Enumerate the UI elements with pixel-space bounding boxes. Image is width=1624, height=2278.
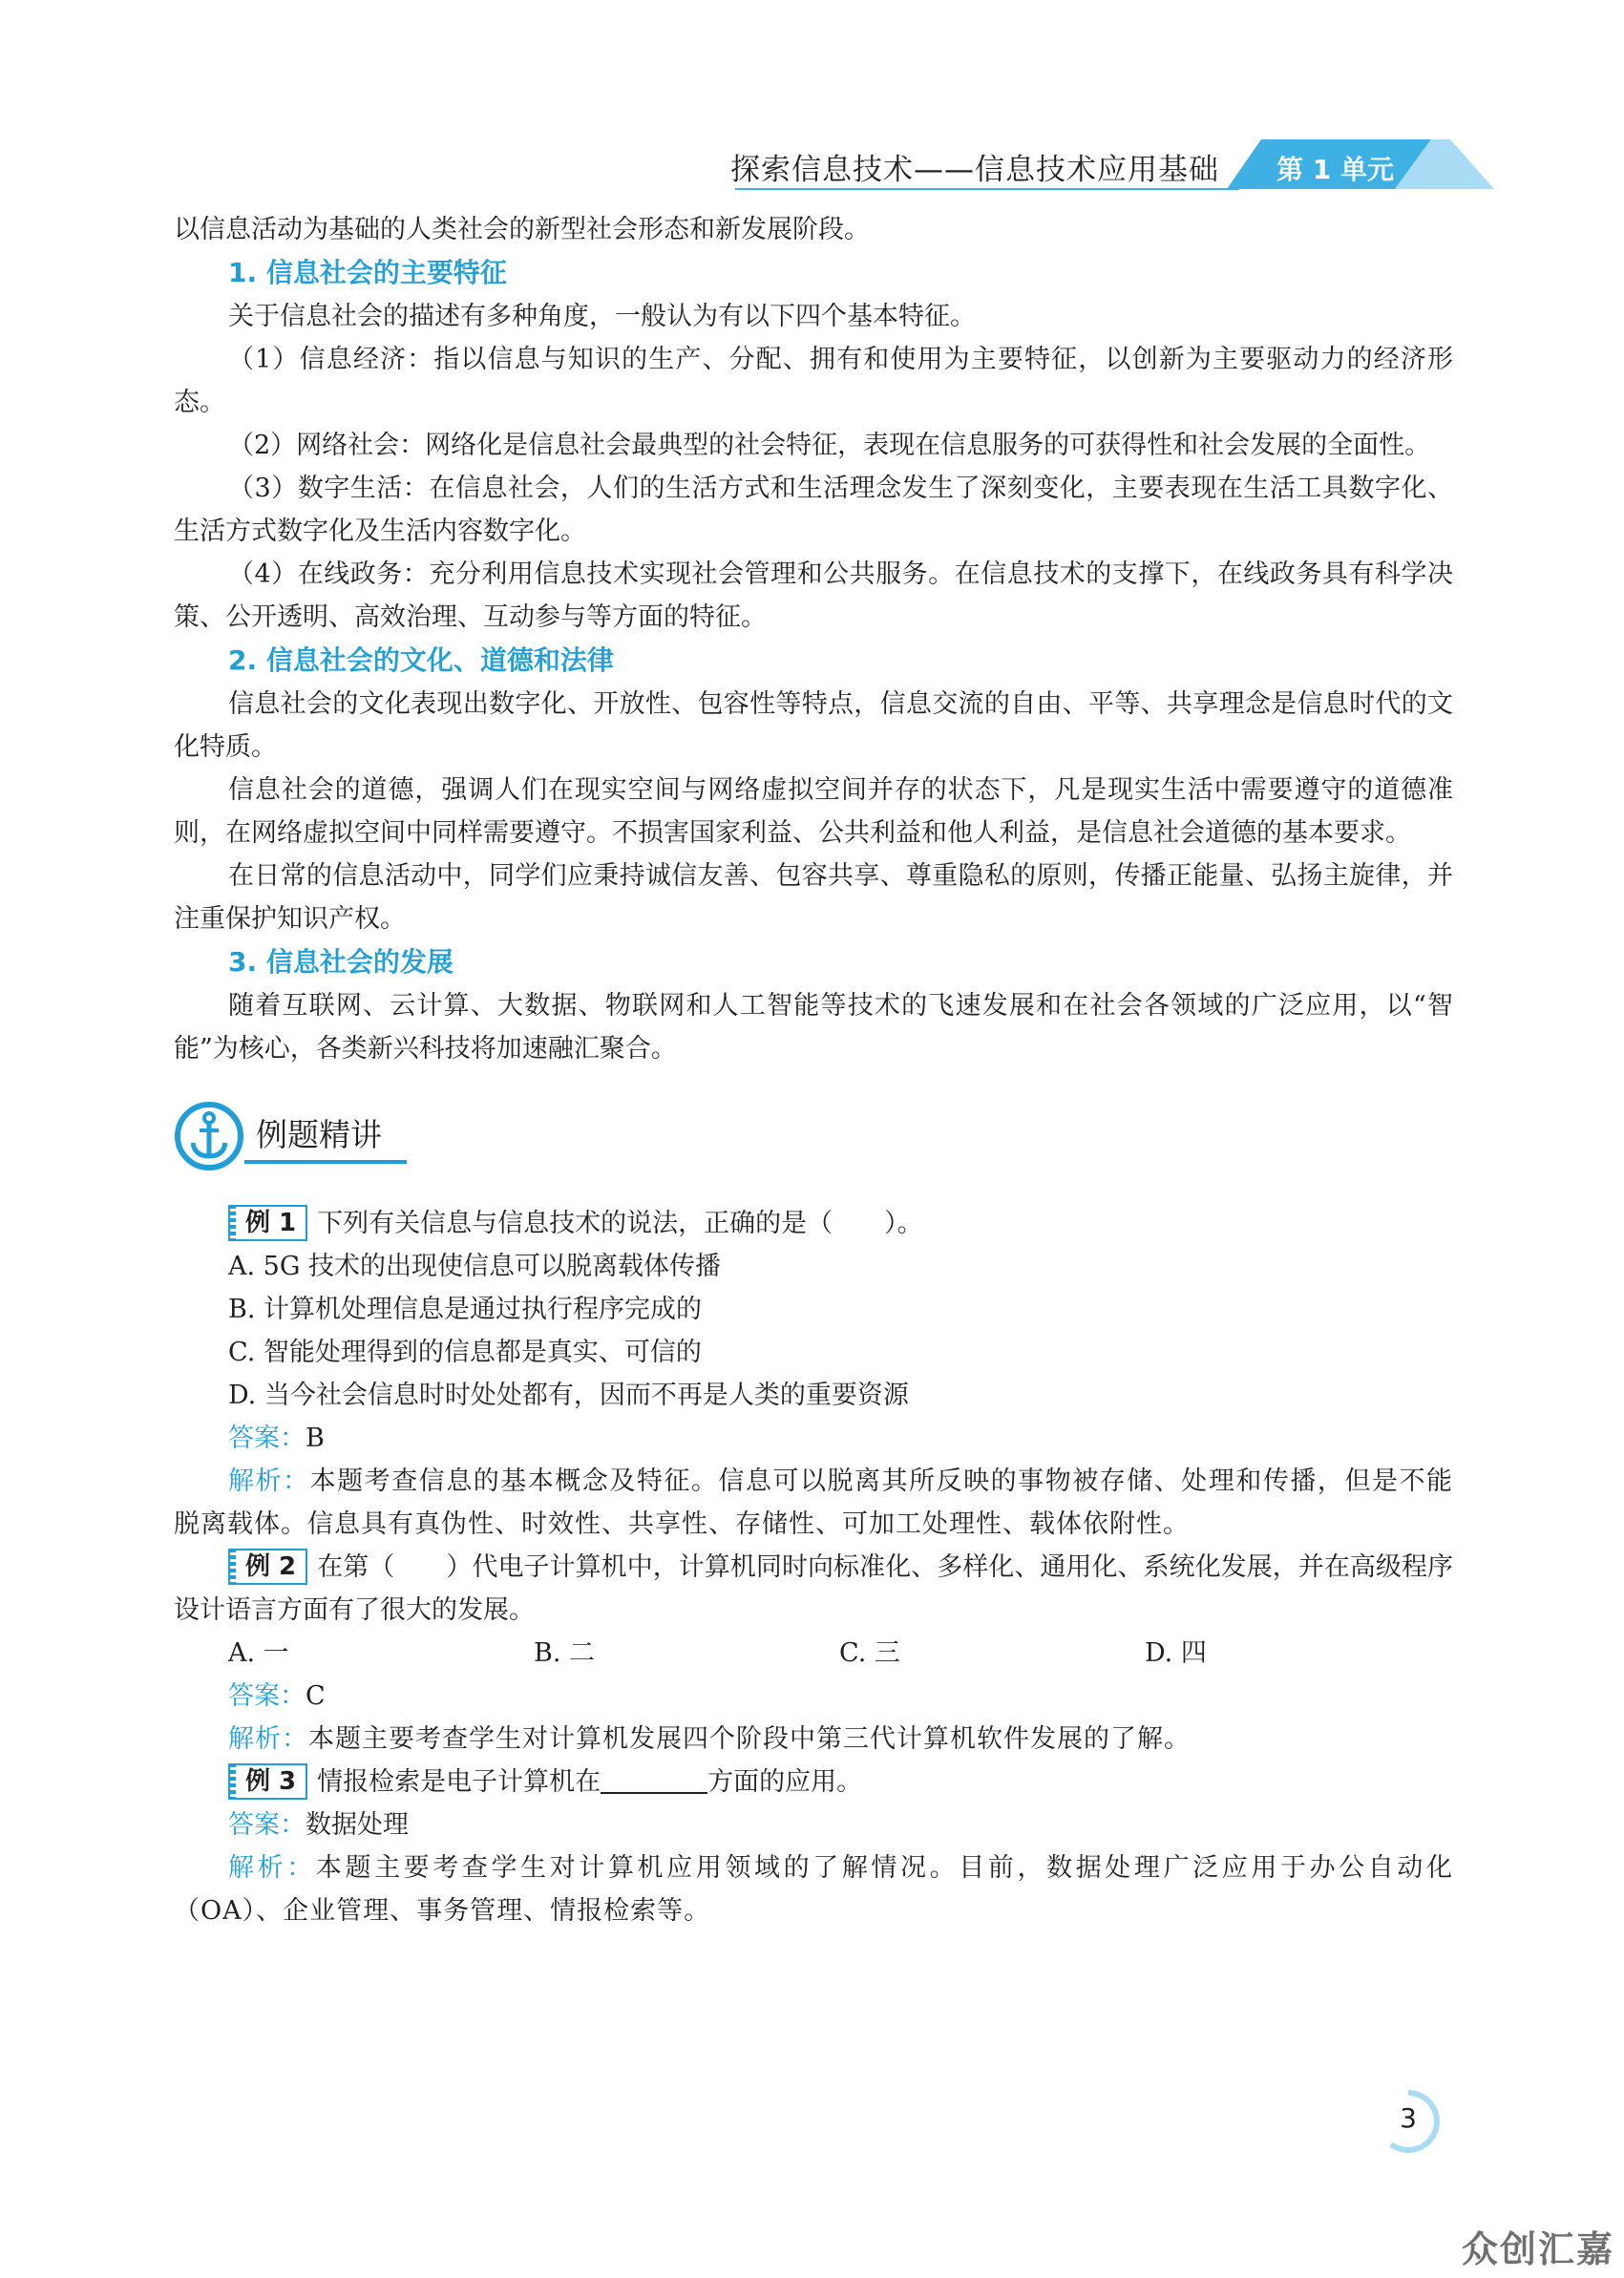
example-1-question-text: 下列有关信息与信息技术的说法，正确的是（ ）。 <box>317 1209 923 1238</box>
paragraph: 随着互联网、云计算、大数据、物联网和人工智能等技术的飞速发展和在社会各领域的广泛应用，以“智能”为核心，各类新兴科技将加速融汇聚合。 <box>174 991 1453 1064</box>
analysis-label: 解析： <box>228 1466 310 1496</box>
paragraph: （4）在线政务：充分利用信息技术实现社会管理和公共服务。在信息技术的支撑下，在线政务具有科学决策、公开透明、高效治理、互动参与等方面的特征。 <box>174 559 1453 632</box>
answer-value: B <box>306 1424 325 1453</box>
analysis-label: 解析： <box>228 1724 308 1754</box>
paragraph: 在日常的信息活动中，同学们应秉持诚信友善、包容共享、尊重隐私的原则，传播正能量、弘扬主旋律，并注重保护知识产权。 <box>174 861 1453 934</box>
page-number: 3 <box>1400 2102 1417 2134</box>
paragraph: 关于信息社会的描述有多种角度，一般认为有以下四个基本特征。 <box>228 302 976 331</box>
examples-banner <box>174 1091 1453 1183</box>
example-1-option-d: D. 当今社会信息时时处处都有，因而不再是人类的重要资源 <box>228 1381 909 1410</box>
example-2-option-b: B. 二 <box>534 1638 596 1668</box>
analysis-text: 本题主要考查学生对计算机发展四个阶段中第三代计算机软件发展的了解。 <box>308 1724 1191 1754</box>
section-heading-3: 3. 信息社会的发展 <box>228 946 453 978</box>
intro-paragraph: 以信息活动为基础的人类社会的新型社会形态和新发展阶段。 <box>174 215 870 244</box>
example-2-analysis <box>174 1718 1453 1761</box>
answer-value: C <box>306 1681 326 1711</box>
answer-blank <box>601 1767 707 1794</box>
answer-label: 答案： <box>228 1681 306 1711</box>
example-1-answer <box>174 1417 1453 1460</box>
paragraph: （1）信息经济：指以信息与知识的生产、分配、拥有和使用为主要特征，以创新为主要驱动力的经济形态。 <box>174 345 1453 417</box>
example-2-option-d: D. 四 <box>1145 1638 1207 1668</box>
paragraph: 信息社会的文化表现出数字化、开放性、包容性等特点，信息交流的自由、平等、共享理念是信息时代的文化特质。 <box>174 689 1453 762</box>
book-title: 探索信息技术——信息技术应用基础 <box>730 153 1219 187</box>
example-3-question-before: 情报检索是电子计算机在 <box>317 1767 601 1797</box>
example-2-tag: 例 2 <box>228 1549 307 1585</box>
header-rule <box>735 188 1239 190</box>
example-3-analysis <box>174 1846 1453 1932</box>
examples-title-underline <box>244 1160 407 1164</box>
example-1-option-a: A. 5G 技术的出现使信息可以脱离载体传播 <box>228 1252 721 1281</box>
example-1-option-c: C. 智能处理得到的信息都是真实、可信的 <box>228 1338 702 1367</box>
example-3-question-after: 方面的应用。 <box>707 1767 863 1797</box>
paragraph: 信息社会的道德，强调人们在现实空间与网络虚拟空间并存的状态下，凡是现实生活中需要遵守的道德准则，在网络虚拟空间中同样需要遵守。不损害国家利益、公共利益和他人利益，是信息社会道德的基本要求。 <box>174 775 1453 848</box>
anchor-icon <box>174 1101 244 1171</box>
analysis-label: 解析： <box>228 1853 316 1883</box>
paragraph: （2）网络社会：网络化是信息社会最典型的社会特征，表现在信息服务的可获得性和社会发展的全面性。 <box>228 431 1431 460</box>
example-2-options <box>174 1632 1453 1675</box>
unit-badge <box>1227 139 1494 193</box>
example-1-option-b: B. 计算机处理信息是通过执行程序完成的 <box>228 1295 703 1324</box>
section-heading-1: 1. 信息社会的主要特征 <box>228 257 507 288</box>
example-1-tag: 例 1 <box>228 1205 307 1241</box>
section-heading-2: 2. 信息社会的文化、道德和法律 <box>228 644 614 676</box>
example-3-question <box>174 1761 1453 1803</box>
page-number-badge <box>1381 2089 1448 2156</box>
example-2-question-text: 在第（ ）代电子计算机中，计算机同时向标准化、多样化、通用化、系统化发展，并在高级程序设计语言方面有了很大的发展。 <box>174 1552 1453 1625</box>
answer-value: 数据处理 <box>306 1810 409 1840</box>
example-2-option-c: C. 三 <box>839 1638 900 1668</box>
example-2-answer <box>174 1675 1453 1718</box>
examples-title: 例题精讲 <box>256 1116 382 1153</box>
paragraph: （3）数字生活：在信息社会，人们的生活方式和生活理念发生了深刻变化，主要表现在生活工具数字化、生活方式数字化及生活内容数字化。 <box>174 474 1453 546</box>
analysis-text: 本题考查信息的基本概念及特征。信息可以脱离其所反映的事物被存储、处理和传播，但是不能脱离载体。信息具有真伪性、时效性、共享性、存储性、可加工处理性、载体依附性。 <box>174 1466 1454 1539</box>
answer-label: 答案： <box>228 1810 306 1840</box>
example-1-question <box>174 1202 1453 1245</box>
page-content <box>174 208 1453 1932</box>
example-2-option-a: A. 一 <box>228 1638 289 1668</box>
answer-label: 答案： <box>228 1424 306 1453</box>
example-3-answer <box>174 1803 1453 1846</box>
page-header <box>0 0 1624 200</box>
watermark: 众创汇嘉 <box>1461 2228 1614 2270</box>
example-3-tag: 例 3 <box>228 1763 307 1800</box>
unit-label: 第 1 单元 <box>1276 154 1394 185</box>
example-1-analysis <box>174 1460 1453 1546</box>
example-2-question <box>174 1546 1453 1632</box>
analysis-text: 本题主要考查学生对计算机应用领域的了解情况。目前，数据处理广泛应用于办公自动化（OA）、企业管理、事务管理、情报检索等。 <box>174 1853 1454 1926</box>
